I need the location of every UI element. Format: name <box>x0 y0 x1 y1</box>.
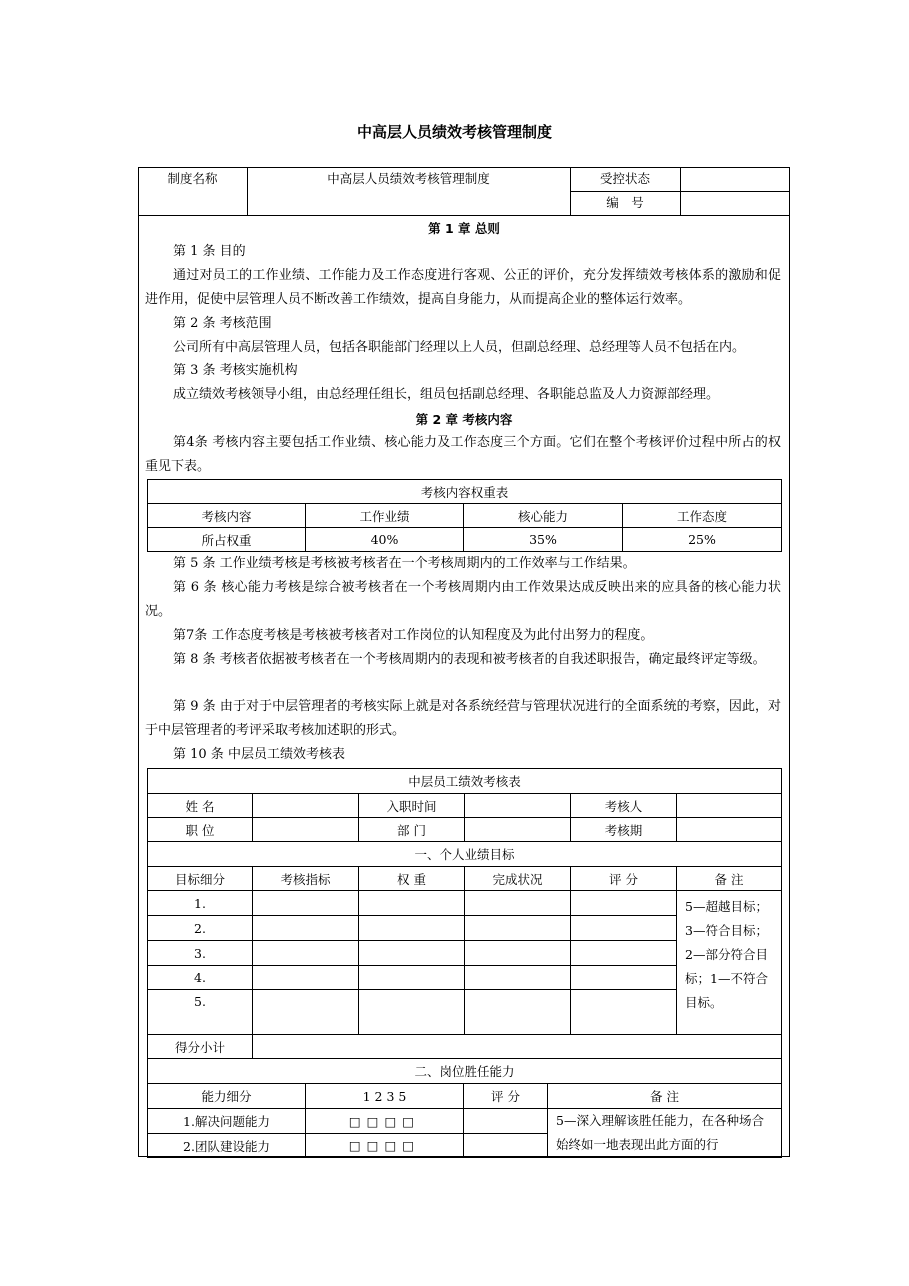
chapter2-heading: 第 2 章 考核内容 <box>415 412 513 427</box>
ability-problem-solving: 1.解决问题能力 <box>148 1109 306 1134</box>
goal-cell[interactable] <box>465 891 571 916</box>
goal-header-indicator: 考核指标 <box>253 867 359 891</box>
ability-rating-checkboxes[interactable]: □□□□ <box>306 1134 464 1158</box>
label-period: 考核期 <box>571 818 677 842</box>
goal-row-label: 2. <box>148 916 253 941</box>
goal-cell[interactable] <box>571 916 677 941</box>
goal-cell[interactable] <box>359 916 465 941</box>
system-name-value: 中高层人员绩效考核管理制度 <box>327 171 490 186</box>
weight-table-caption: 考核内容权重表 <box>148 480 782 504</box>
weight-value-attitude: 25% <box>623 528 782 552</box>
article10-title: 第 10 条 中层员工绩效考核表 <box>173 747 345 762</box>
ability-note: 5—深入理解该胜任能力，在各种场合始终如一地表现出此方面的行 <box>548 1109 782 1158</box>
section-competency: 二、岗位胜任能力 <box>148 1059 782 1084</box>
chapter1-heading: 第 1 章 总则 <box>428 221 500 236</box>
goal-cell[interactable] <box>253 916 359 941</box>
weight-header-content: 考核内容 <box>148 504 306 528</box>
label-assessor: 考核人 <box>571 794 677 818</box>
label-position: 职 位 <box>148 818 253 842</box>
weight-row-label: 所占权重 <box>148 528 306 552</box>
goal-cell[interactable] <box>359 941 465 966</box>
article1-title: 第 1 条 目的 <box>173 244 246 259</box>
goal-row-label: 3. <box>148 941 253 966</box>
article3-title: 第 3 条 考核实施机构 <box>173 363 298 378</box>
goal-cell[interactable] <box>465 941 571 966</box>
goal-cell[interactable] <box>253 941 359 966</box>
article2-text: 公司所有中高层管理人员，包括各职能部门经理以上人员，但副总经理、总经理等人员不包括在内。 <box>173 340 746 355</box>
goal-cell[interactable] <box>571 990 677 1035</box>
goal-header-score: 评 分 <box>571 867 677 891</box>
performance-table <box>147 768 782 1084</box>
weight-header-ability: 核心能力 <box>464 504 623 528</box>
article5-text: 第 5 条 工作业绩考核是考核被考核者在一个考核周期内的工作效率与工作结果。 <box>173 556 636 571</box>
goal-cell[interactable] <box>465 990 571 1035</box>
ability-score-cell[interactable] <box>464 1134 548 1158</box>
ability-header-scale: 1 2 3 5 <box>306 1084 464 1109</box>
department-field[interactable] <box>465 818 571 842</box>
section-personal-goals: 一、个人业绩目标 <box>148 842 782 867</box>
article8-text: 第 8 条 考核者依据被考核者在一个考核周期内的表现和被考核者的自我述职报告，确定最终评定等级。 <box>173 652 766 667</box>
goal-cell[interactable] <box>253 990 359 1035</box>
ability-rating-checkboxes[interactable]: □□□□ <box>306 1109 464 1134</box>
hire-date-field[interactable] <box>465 794 571 818</box>
goal-cell[interactable] <box>253 966 359 990</box>
goal-cell[interactable] <box>359 990 465 1035</box>
article7-text: 第7条 工作态度考核是考核被考核者对工作岗位的认知程度及为此付出努力的程度。 <box>173 628 654 643</box>
goal-row-label: 1. <box>148 891 253 916</box>
period-field[interactable] <box>677 818 782 842</box>
assessor-field[interactable] <box>677 794 782 818</box>
article3-text: 成立绩效考核领导小组，由总经理任组长，组员包括副总经理、各职能总监及人力资源部经理。 <box>173 387 720 402</box>
label-system-name: 制度名称 <box>167 171 218 186</box>
subtotal-field[interactable] <box>253 1035 782 1059</box>
label-number: 编 号 <box>606 195 644 210</box>
goal-cell[interactable] <box>571 966 677 990</box>
ability-header-breakdown: 能力细分 <box>148 1084 306 1109</box>
goal-cell[interactable] <box>571 891 677 916</box>
weight-header-performance: 工作业绩 <box>306 504 464 528</box>
goal-cell[interactable] <box>465 916 571 941</box>
goal-score-note: 5—超越目标；3—符合目标；2—部分符合目标；1—不符合目标。 <box>677 891 782 1035</box>
ability-header-note: 备 注 <box>548 1084 782 1109</box>
ability-score-cell[interactable] <box>464 1109 548 1134</box>
weight-value-performance: 40% <box>306 528 464 552</box>
name-field[interactable] <box>253 794 359 818</box>
goal-cell[interactable] <box>359 891 465 916</box>
ability-header-score: 评 分 <box>464 1084 548 1109</box>
label-hire-date: 入职时间 <box>359 794 465 818</box>
weight-header-attitude: 工作态度 <box>623 504 782 528</box>
label-subtotal: 得分小计 <box>148 1035 253 1059</box>
article1-text: 通过对员工的工作业绩、工作能力及工作态度进行客观、公正的评价，充分发挥绩效考核体系的激励和促进作用，促使中层管理人员不断改善工作绩效，提高自身能力，从而提高企业的整体运行效率。 <box>145 268 781 307</box>
weight-table <box>147 479 782 552</box>
article4-text: 第4条 考核内容主要包括工作业绩、核心能力及工作态度三个方面。它们在整个考核评价过程中所占的权重见下表。 <box>145 435 781 474</box>
goal-row-label: 5. <box>148 990 253 1035</box>
goal-cell[interactable] <box>571 941 677 966</box>
document-title: 中高层人员绩效考核管理制度 <box>356 123 552 141</box>
goal-header-status: 完成状况 <box>465 867 571 891</box>
competency-table <box>147 1083 782 1158</box>
goal-cell[interactable] <box>253 891 359 916</box>
header-bottom-line <box>138 215 790 216</box>
article9-text: 第 9 条 由于对于中层管理者的考核实际上就是对各系统经营与管理状况进行的全面系统的考察，因此，对于中层管理者的考评采取考核加述职的形式。 <box>145 699 781 738</box>
performance-table-caption: 中层员工绩效考核表 <box>148 769 782 794</box>
article6-text: 第 6 条 核心能力考核是综合被考核者在一个考核周期内由工作效果达成反映出来的应具备的核心能力状况。 <box>145 580 781 619</box>
goal-header-weight: 权 重 <box>359 867 465 891</box>
label-control-status: 受控状态 <box>599 171 650 186</box>
goal-cell[interactable] <box>359 966 465 990</box>
weight-value-ability: 35% <box>464 528 623 552</box>
goal-cell[interactable] <box>465 966 571 990</box>
goal-header-breakdown: 目标细分 <box>148 867 253 891</box>
label-name: 姓 名 <box>148 794 253 818</box>
ability-team-building: 2.团队建设能力 <box>148 1134 306 1158</box>
position-field[interactable] <box>253 818 359 842</box>
goal-header-note: 备 注 <box>677 867 782 891</box>
article2-title: 第 2 条 考核范围 <box>173 316 272 331</box>
goal-row-label: 4. <box>148 966 253 990</box>
header-col-line-3 <box>680 167 681 215</box>
label-department: 部 门 <box>359 818 465 842</box>
